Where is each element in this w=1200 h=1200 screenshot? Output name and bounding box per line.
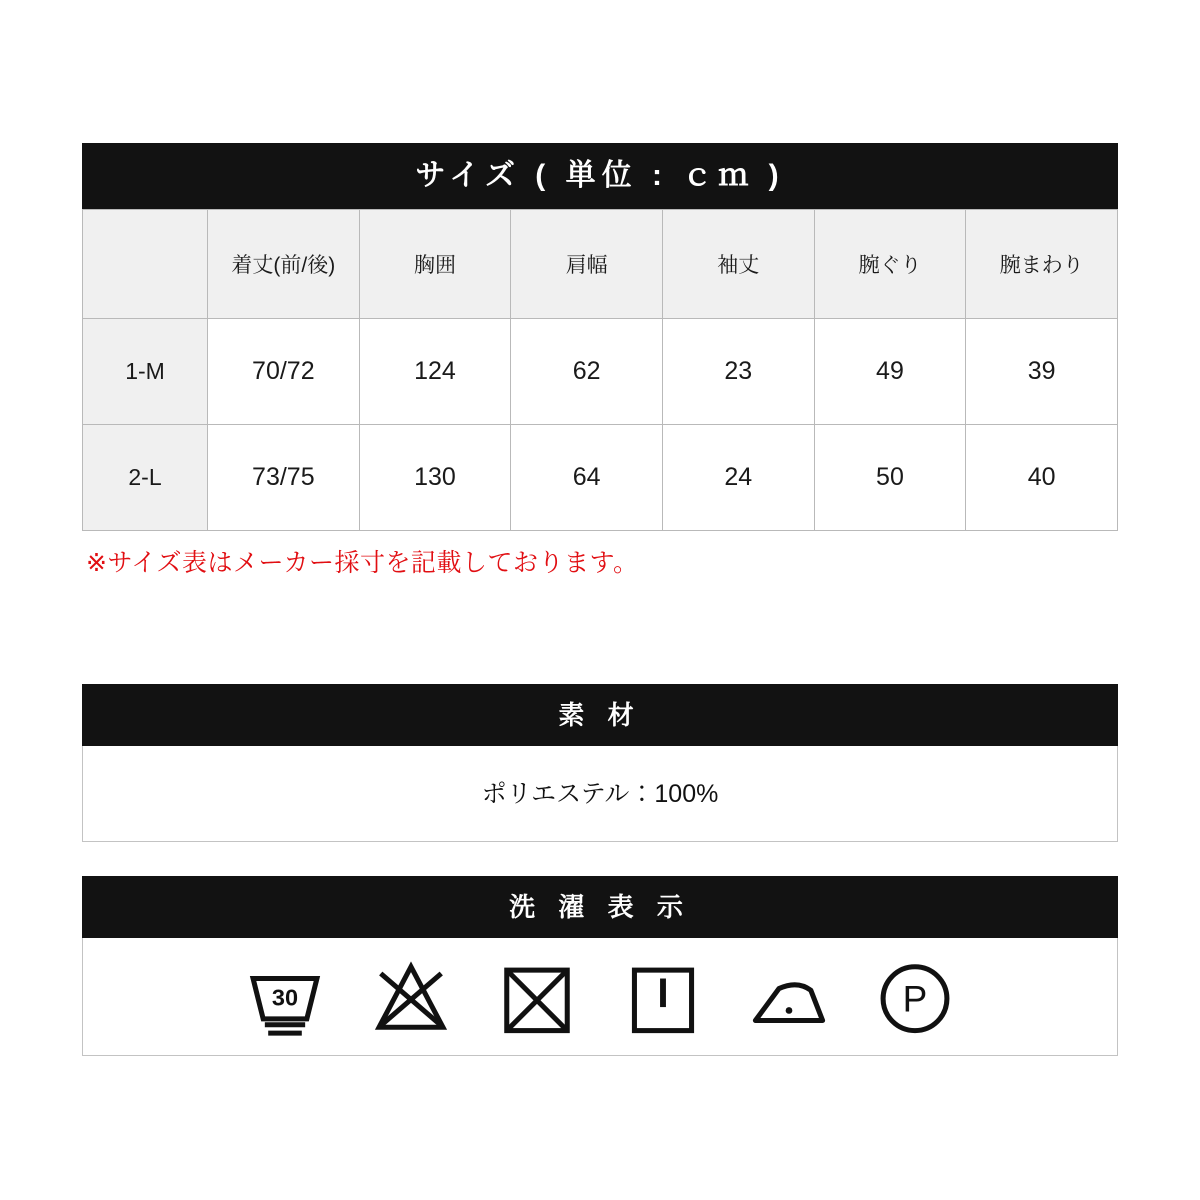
cell-m-length: 70/72	[208, 319, 360, 425]
table-row	[83, 425, 1118, 531]
material-section	[82, 684, 1118, 842]
svg-text:30: 30	[271, 983, 299, 1010]
svg-text:P: P	[902, 977, 928, 1019]
column-header-shoulder: 肩幅	[511, 210, 663, 319]
wash-section-title: 洗 濯 表 示	[82, 876, 1118, 938]
cell-m-chest: 124	[359, 319, 511, 425]
column-header-arm-circumference: 腕まわり	[966, 210, 1118, 319]
table-row	[83, 319, 1118, 425]
row-header-size-m: 1-M	[83, 319, 208, 425]
cell-m-shoulder: 62	[511, 319, 663, 425]
material-value: ポリエステル：100%	[82, 746, 1118, 842]
size-table-head	[83, 210, 1118, 319]
line-dry-icon	[621, 955, 705, 1039]
material-section-title: 素 材	[82, 684, 1118, 746]
cell-l-shoulder: 64	[511, 425, 663, 531]
size-section-title: サイズ ( 単位 : ｃｍ )	[82, 143, 1118, 209]
size-table-corner	[83, 210, 208, 319]
cell-l-length: 73/75	[208, 425, 360, 531]
dryclean-p-icon	[873, 955, 957, 1039]
iron-low-icon	[747, 955, 831, 1039]
cell-m-armhole: 49	[814, 319, 966, 425]
cell-l-armhole: 50	[814, 425, 966, 531]
no-tumble-dry-icon	[495, 955, 579, 1039]
size-table	[82, 209, 1118, 531]
column-header-chest: 胸囲	[359, 210, 511, 319]
column-header-length: 着丈(前/後)	[208, 210, 360, 319]
wash-section	[82, 876, 1118, 1056]
column-header-armhole: 腕ぐり	[814, 210, 966, 319]
column-header-sleeve: 袖丈	[662, 210, 814, 319]
no-bleach-icon	[369, 955, 453, 1039]
cell-m-sleeve: 23	[662, 319, 814, 425]
cell-m-arm-circumference: 39	[966, 319, 1118, 425]
cell-l-sleeve: 24	[662, 425, 814, 531]
size-note: ※サイズ表はメーカー採寸を記載しております。	[86, 549, 639, 577]
wash-30-icon	[243, 955, 327, 1039]
cell-l-arm-circumference: 40	[966, 425, 1118, 531]
cell-l-chest: 130	[359, 425, 511, 531]
size-table-body	[83, 319, 1118, 531]
table-header-row	[83, 210, 1118, 319]
row-header-size-l: 2-L	[83, 425, 208, 531]
wash-icon-row	[82, 938, 1118, 1056]
size-section	[82, 143, 1118, 531]
